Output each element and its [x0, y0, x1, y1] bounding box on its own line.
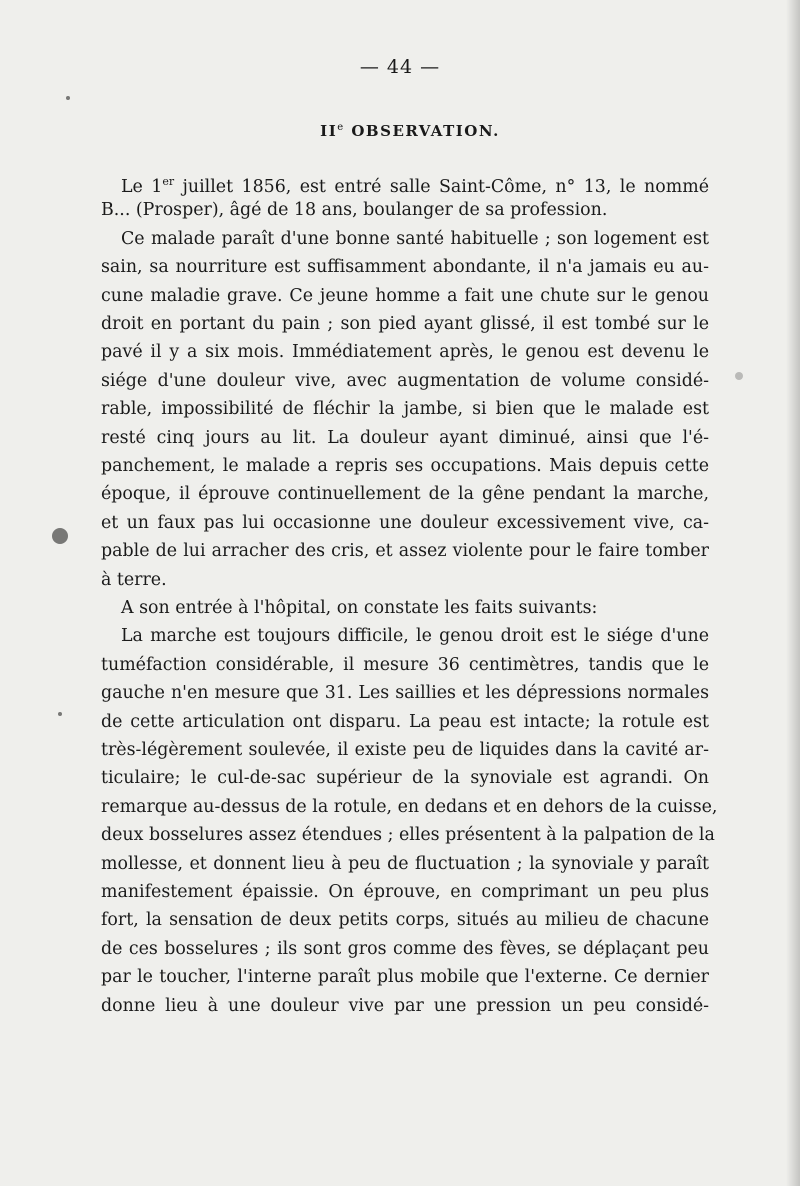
section-title: IIe OBSERVATION.: [320, 122, 500, 140]
text-line: rable, impossibilité de fléchir la jambe, si bien que le malade est: [101, 399, 709, 420]
text-line: et un faux pas lui occasionne une douleur excessivement vive, ca-: [101, 512, 709, 533]
paper-speck: [66, 96, 70, 100]
text-line: sain, sa nourriture est suffisamment abondante, il n'a jamais eu au-: [101, 257, 709, 278]
paper-speck: [735, 372, 743, 380]
text-line: fort, la sensation de deux petits corps, situés au milieu de chacune: [101, 910, 709, 931]
text-line: à terre.: [101, 569, 167, 590]
paper-speck: [58, 712, 62, 716]
text-line: pavé il y a six mois. Immédiatement après, le genou est devenu le: [101, 342, 709, 363]
text-line: cune maladie grave. Ce jeune homme a fait une chute sur le genou: [101, 285, 709, 306]
text-line: A son entrée à l'hôpital, on constate les faits suivants:: [121, 598, 598, 618]
text-line: pable de lui arracher des cris, et assez violente pour le faire tomber: [101, 541, 709, 562]
text-line: époque, il éprouve continuellement de la gêne pendant la marche,: [101, 484, 709, 505]
page-number: — 44 —: [359, 56, 441, 78]
text-line: de cette articulation ont disparu. La peau est intacte; la rotule est: [101, 711, 709, 732]
text-line: gauche n'en mesure que 31. Les saillies et les dépressions normales: [101, 683, 709, 704]
text-line: deux bosselures assez étendues ; elles présentent à la palpation de la: [101, 825, 715, 846]
text-line: manifestement épaissie. On éprouve, en comprimant un peu plus: [101, 882, 709, 902]
text-line: panchement, le malade a repris ses occupations. Mais depuis cette: [101, 456, 709, 476]
text-line: remarque au-dessus de la rotule, en dedans et en dehors de la cuisse,: [101, 796, 718, 817]
text-line: La marche est toujours difficile, le genou droit est le siége d'une: [121, 626, 709, 647]
text-line: de ces bosselures ; ils sont gros comme des fèves, se déplaçant peu: [101, 938, 709, 959]
text-line: Ce malade paraît d'une bonne santé habituelle ; son logement est: [121, 228, 709, 249]
text-line: droit en portant du pain ; son pied ayant glissé, il est tombé sur le: [101, 314, 709, 334]
text-line: mollesse, et donnent lieu à peu de fluctuation ; la synoviale y paraît: [101, 853, 709, 874]
text-line: par le toucher, l'interne paraît plus mobile que l'externe. Ce dernier: [101, 967, 709, 988]
page-edge-shadow: [786, 0, 800, 1186]
text-line: donne lieu à une douleur vive par une pression un peu considé-: [101, 995, 709, 1016]
paper-speck: [52, 528, 68, 544]
text-line: tuméfaction considérable, il mesure 36 centimètres, tandis que le: [101, 654, 709, 675]
text-line: Le 1er juillet 1856, est entré salle Saint-Côme, n° 13, le nommé: [121, 175, 709, 197]
text-line: siége d'une douleur vive, avec augmentation de volume considé-: [101, 370, 709, 391]
text-line: B... (Prosper), âgé de 18 ans, boulanger de sa profession.: [101, 200, 608, 221]
text-line: très-légèrement soulevée, il existe peu de liquides dans la cavité ar-: [101, 740, 709, 760]
text-line: ticulaire; le cul-de-sac supérieur de la synoviale est agrandi. On: [101, 768, 709, 789]
text-line: resté cinq jours au lit. La douleur ayant diminué, ainsi que l'é-: [101, 427, 709, 448]
